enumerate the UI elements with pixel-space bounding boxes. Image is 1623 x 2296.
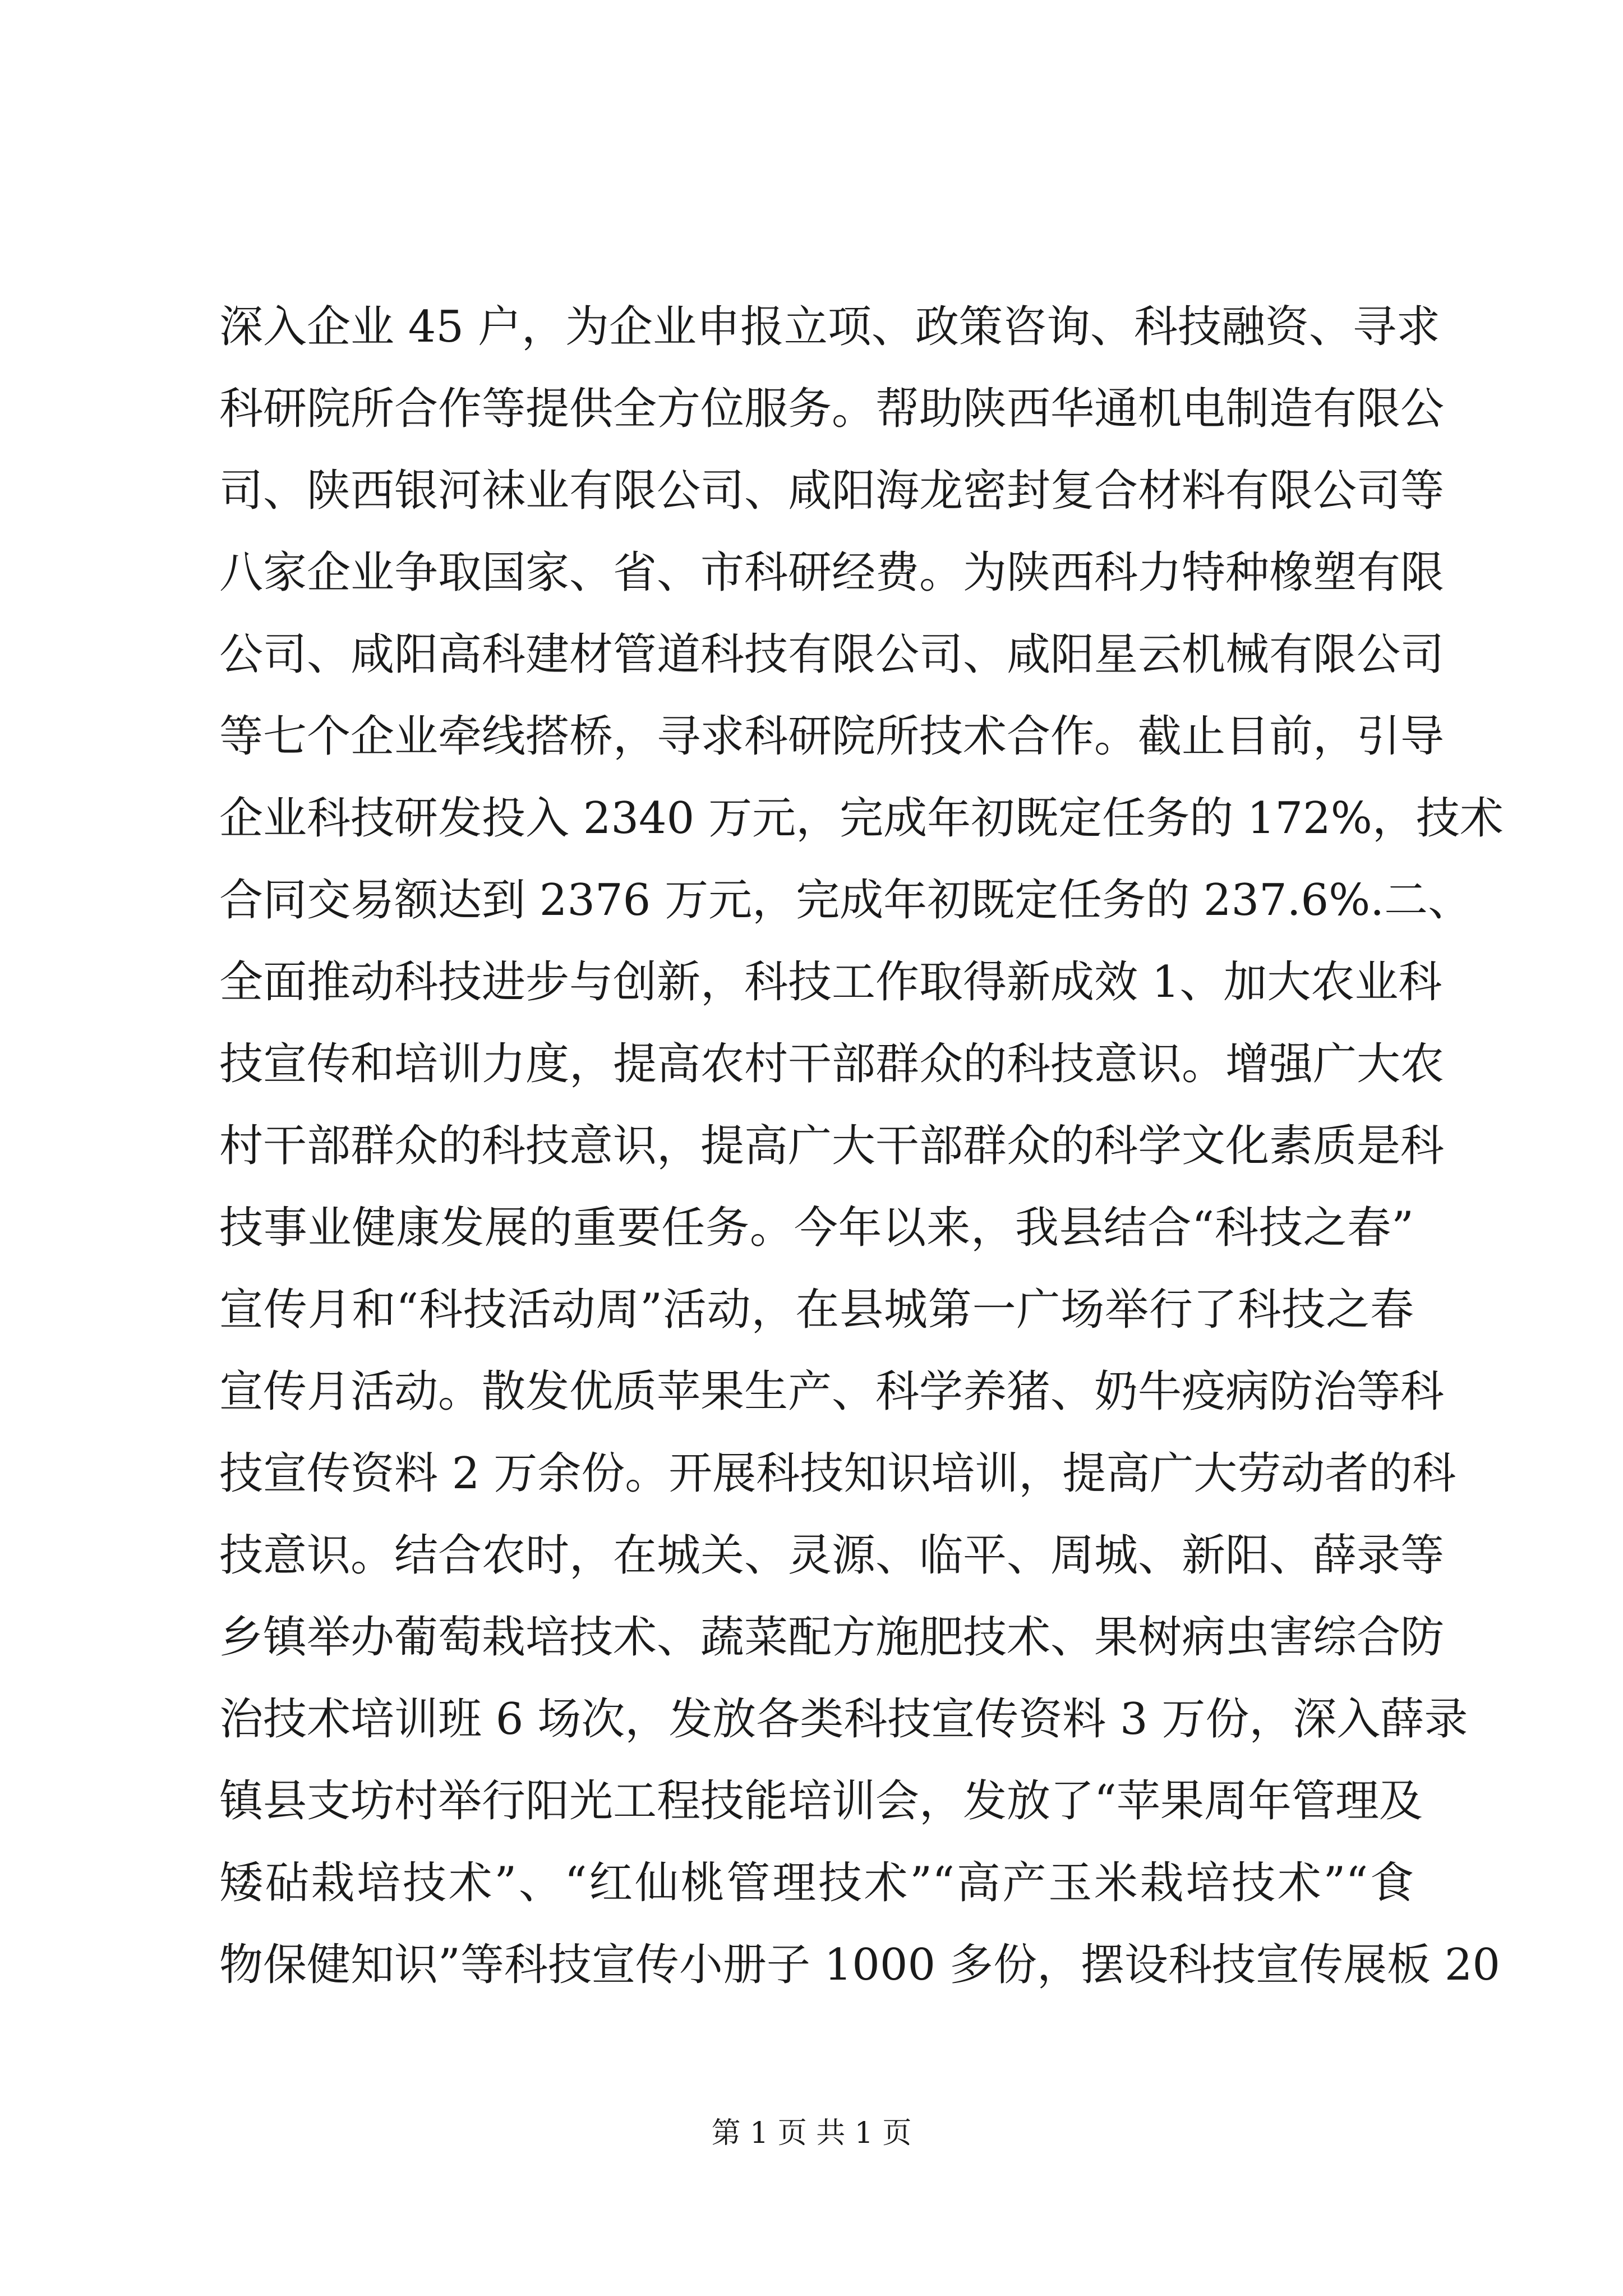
page-footer: 第 1 页 共 1 页 xyxy=(711,2116,912,2150)
text-line: 八家企业争取国家、省、市科研经费。为陕西科力特种橡塑有限 xyxy=(219,547,1445,598)
text-line: 等七个企业牵线搭桥，寻求科研院所技术合作。截止目前，引导 xyxy=(219,711,1445,762)
text-line: 乡镇举办葡萄栽培技术、蔬菜配方施肥技术、果树病虫害综合防 xyxy=(219,1612,1445,1663)
text-line: 深入企业 45 户，为企业申报立项、政策咨询、科技融资、寻求 xyxy=(219,302,1440,352)
text-line: 技宣传和培训力度，提高农村干部群众的科技意识。增强广大农 xyxy=(219,1039,1445,1089)
text-line: 物保健知识”等科技宣传小册子 1000 多份，摆设科技宣传展板 20 xyxy=(219,1940,1501,1990)
text-line: 村干部群众的科技意识，提高广大干部群众的科学文化素质是科 xyxy=(219,1121,1445,1171)
text-line: 合同交易额达到 2376 万元，完成年初既定任务的 237.6%.二、 xyxy=(219,875,1472,926)
text-line: 矮砧栽培技术”、“红仙桃管理技术”“高产玉米栽培技术”“食 xyxy=(219,1858,1414,1908)
text-line: 科研院所合作等提供全方位服务。帮助陕西华通机电制造有限公 xyxy=(219,384,1445,434)
body-text xyxy=(219,286,1504,2006)
text-line: 司、陕西银河袜业有限公司、咸阳海龙密封复合材料有限公司等 xyxy=(219,466,1445,516)
text-line: 宣传月活动。散发优质苹果生产、科学养猪、奶牛疫病防治等科 xyxy=(219,1366,1445,1417)
text-line: 技意识。结合农时，在城关、灵源、临平、周城、新阳、薛录等 xyxy=(219,1530,1445,1581)
text-line: 企业科技研发投入 2340 万元，完成年初既定任务的 172%，技术 xyxy=(219,793,1504,844)
text-line: 全面推动科技进步与创新，科技工作取得新成效 1、加大农业科 xyxy=(219,957,1442,1007)
text-line: 宣传月和“科技活动周”活动，在县城第一广场举行了科技之春 xyxy=(219,1285,1414,1335)
text-line: 技宣传资料 2 万余份。开展科技知识培训，提高广大劳动者的科 xyxy=(219,1448,1456,1499)
text-line: 技事业健康发展的重要任务。今年以来，我县结合“科技之春” xyxy=(219,1203,1414,1253)
text-line: 公司、咸阳高科建材管道科技有限公司、咸阳星云机械有限公司 xyxy=(219,629,1445,680)
text-line: 治技术培训班 6 场次，发放各类科技宣传资料 3 万份，深入薛录 xyxy=(219,1694,1468,1745)
text-line: 镇县支坊村举行阳光工程技能培训会，发放了“苹果周年管理及 xyxy=(219,1776,1423,1826)
